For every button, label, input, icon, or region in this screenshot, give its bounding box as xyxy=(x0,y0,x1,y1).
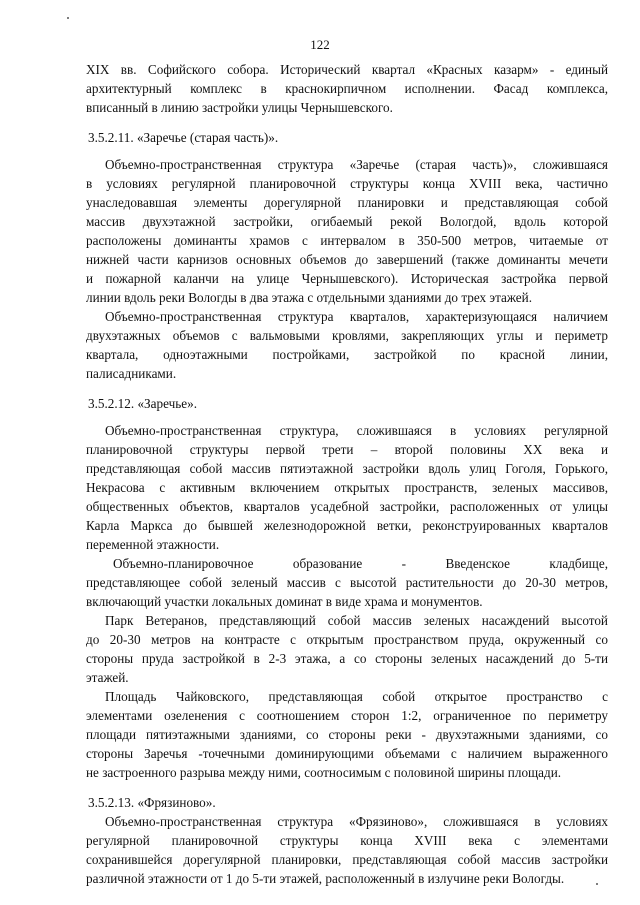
text-line: различной этажности от 1 до 5-ти этажей, расположенный в излучине реки Вологды. xyxy=(86,871,565,886)
text-line: Объемно-пространственная структура «Заречье (старая часть)», сложившаяся xyxy=(105,157,608,172)
text-line: и пожарной каланчи на улице Чернышевского). Историческая застройка первой xyxy=(86,271,608,286)
text-line: двухэтажных объемов с вальмовыми кровлями, закрепляющих углы и периметр xyxy=(86,328,608,343)
text-line: включающий участки локальных доминат в виде храма и монументов. xyxy=(86,594,483,609)
text-line: стороны пруда застройкой в 2-3 этажа, а со стороны зеленых насаждений до 5-ти xyxy=(86,651,608,666)
paragraph xyxy=(86,687,608,782)
text-line: квартала, одноэтажными постройками, застройкой по красной линии, xyxy=(86,347,608,362)
text-line: представляющая собой массив пятиэтажной застройки вдоль улиц Гоголя, Горького, xyxy=(86,461,608,476)
text-line: XIX вв. Софийского собора. Исторический квартал «Красных казарм» - единый xyxy=(86,62,608,77)
intro-paragraph xyxy=(86,60,608,117)
text-line: этажей. xyxy=(86,670,129,685)
paragraph xyxy=(86,554,608,611)
text-line: планировочной структуры первой трети – второй половины XX века и xyxy=(86,442,608,457)
text-line: Объемно-пространственная структура, сложившаяся в условиях регулярной xyxy=(105,423,608,438)
text-line: Объемно-пространственная структура «Фрязиново», сложившаяся в условиях xyxy=(105,814,608,829)
page-number: 122 xyxy=(310,37,330,52)
paragraph xyxy=(86,812,608,888)
text-line: вписанный в линию застройки улицы Чернышевского. xyxy=(86,100,393,115)
text-line: Объемно-пространственная структура кварталов, характеризующаяся наличием xyxy=(105,309,608,324)
text-line: унаследовавшая элементы дорегулярной планировки и представляющая собой xyxy=(86,195,608,210)
text-line: до 20-30 метров на контрасте с открытым пространством пруда, окруженный со xyxy=(86,632,608,647)
section-heading: 3.5.2.13. «Фрязиново». xyxy=(88,795,216,810)
text-line: Объемно-планировочное образование - Введенское кладбище, xyxy=(113,556,608,571)
text-line: палисадниками. xyxy=(86,366,177,381)
paragraph xyxy=(86,611,608,687)
text-line: массив двухэтажной застройки, огибаемый рекой Вологдой, вдоль которой xyxy=(86,214,608,229)
text-line: представляющее собой зеленый массив с высотой растительности до 20-30 метров, xyxy=(86,575,608,590)
text-line: не застроенного разрыва между ними, соотносимым с половиной ширины площади. xyxy=(86,765,562,780)
text-line: элементами озеленения с соотношением сторон 1:2, ограниченное по периметру xyxy=(86,708,608,723)
text-line: линии вдоль реки Вологды в два этажа с отдельными зданиями до трех этажей. xyxy=(86,290,532,305)
section-zarechye xyxy=(86,394,608,782)
text-line: сохранившейся дорегулярной планировки, представляющая собой массив застройки xyxy=(86,852,608,867)
paragraph xyxy=(86,421,608,554)
text-line: Некрасова с активным включением открытых пространств, зеленых массивов, xyxy=(86,480,608,495)
text-line: нижней части карнизов основных объемов до завершений (также доминанты мечети xyxy=(86,252,608,267)
text-line: регулярной планировочной структуры конца XVIII века с элементами xyxy=(86,833,608,848)
section-fryazinovo xyxy=(86,793,608,888)
text-line: переменной этажности. xyxy=(86,537,220,552)
paragraph xyxy=(86,307,608,383)
section-heading: 3.5.2.12. «Заречье». xyxy=(88,396,198,411)
text-line: архитектурный комплекс в краснокирпичном исполнении. Фасад комплекса, xyxy=(86,81,608,96)
section-zarechye-old xyxy=(86,128,608,383)
paragraph xyxy=(86,155,608,307)
text-line: общественных объектов, кварталов усадебной застройки, расположенных от улицы xyxy=(86,499,608,514)
text-line: стороны Заречья -точечными доминирующими объемами с наличием выраженного xyxy=(86,746,608,761)
text-line: Площадь Чайковского, представляющая собой открытое пространство с xyxy=(105,689,608,704)
text-line: площади пятиэтажными зданиями, со стороны реки - двухэтажными зданиями, со xyxy=(86,727,608,742)
text-line: расположены доминанты храмов с интервалом в 350-500 метров, читаемые от xyxy=(86,233,608,248)
text-line: в условиях регулярной планировочной структуры конца XVIII века, частично xyxy=(86,176,608,191)
text-line: Карла Маркса до бывшей железнодорожной ветки, реконструированных кварталов xyxy=(86,518,608,533)
section-heading: 3.5.2.11. «Заречье (старая часть)». xyxy=(88,130,279,145)
document-body xyxy=(86,60,608,888)
scan-speck xyxy=(67,17,69,19)
text-line: Парк Ветеранов, представляющий собой массив зеленых насаждений высотой xyxy=(105,613,608,628)
